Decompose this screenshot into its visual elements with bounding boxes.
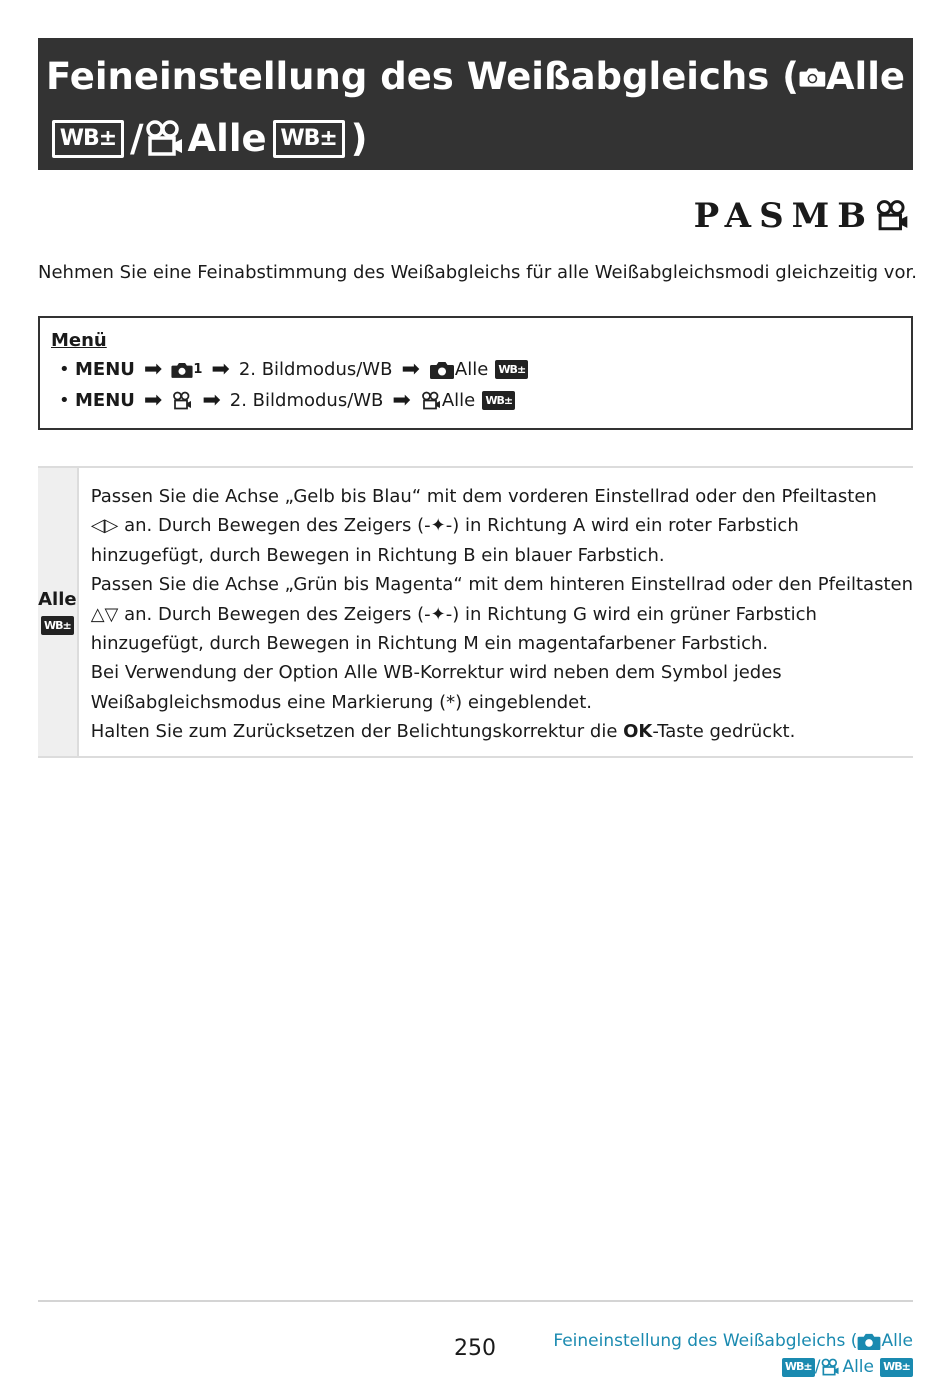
movie-camera-icon (144, 119, 184, 159)
section-link-line-2[interactable] (553, 1354, 913, 1380)
menu-key: MENU (75, 390, 135, 411)
arrow-right-icon: ➡ (401, 357, 420, 382)
section-link-alle-2[interactable]: Alle (842, 1357, 874, 1377)
page-title-close: ) (350, 117, 368, 160)
description-line: Passen Sie die Achse „Gelb bis Blau“ mit dem vorderen Einstellrad oder den Pfeiltasten (90, 486, 877, 507)
wb-compensation-icon: WB± (482, 391, 515, 410)
section-link-slash[interactable]: / (814, 1357, 821, 1377)
description-line: Weißabgleichsmodus eine Markierung (*) eingeblendet. (90, 691, 593, 713)
description-line: hinzugefügt, durch Bewegen in Richtung B ein blauer Farbstich. (90, 544, 665, 566)
ok-key: OK (623, 721, 653, 743)
menu-target-text: Alle (441, 390, 476, 411)
section-link-line-1[interactable] (553, 1328, 913, 1354)
mode-letters: PASMB (693, 196, 874, 236)
left-right-arrows-icon: ◁▷ (90, 515, 119, 537)
description-line: hinzugefügt, durch Bewegen in Richtung M ein magentafarbener Farbstich. (90, 633, 769, 655)
pointer-icon: -✦- (424, 603, 453, 625)
wb-compensation-icon: WB± (273, 120, 345, 158)
settings-table (38, 466, 913, 758)
page-title-text: Feineinstellung des Weißabgleichs ( (46, 55, 800, 98)
camera-tab-number: 1 (193, 362, 203, 377)
movie-camera-icon (420, 391, 442, 411)
menu-path-row (51, 354, 900, 385)
arrow-right-icon: ➡ (211, 357, 230, 382)
wb-compensation-icon: WB± (880, 1358, 913, 1377)
camera-icon (429, 360, 455, 380)
shooting-modes (694, 196, 910, 236)
table-label: Alle (38, 589, 77, 610)
table-description-cell (79, 468, 913, 756)
description-text: ) in Richtung G wird ein grüner Farbstich (452, 603, 817, 625)
description-line (91, 511, 913, 540)
section-link[interactable] (553, 1328, 913, 1380)
page-title-slash: / (130, 117, 144, 160)
arrow-right-icon: ➡ (392, 388, 411, 413)
wb-compensation-icon: WB± (495, 360, 528, 379)
page-title-alle-2: Alle (187, 117, 267, 160)
description-line: Bei Verwendung der Option Alle WB-Korrektur wird neben dem Symbol jedes (90, 662, 782, 684)
up-down-arrows-icon: △▽ (90, 603, 119, 625)
camera-icon (857, 1332, 881, 1351)
page-number: 250 (454, 1336, 496, 1361)
bullet: • (59, 390, 70, 411)
menu-box (38, 316, 913, 430)
description-text: Halten Sie zum Zurücksetzen der Belichtungskorrektur die (90, 721, 624, 743)
menu-path-text: 2. Bildmodus/WB (238, 359, 393, 380)
page-title-line-1 (46, 46, 905, 108)
menu-title: Menü (51, 330, 107, 351)
section-link-text[interactable]: Feineinstellung des Weißabgleichs ( (553, 1331, 858, 1351)
description-text: -Taste gedrückt. (652, 721, 796, 743)
menu-path-row (51, 385, 900, 416)
camera-1-icon (171, 361, 193, 379)
menu-key: MENU (75, 359, 135, 380)
description-line (91, 717, 913, 746)
camera-icon (799, 57, 826, 97)
wb-compensation-icon: WB± (52, 120, 124, 158)
movie-camera-icon (874, 199, 910, 233)
menu-path-text: 2. Bildmodus/WB (229, 390, 384, 411)
section-link-alle[interactable]: Alle (881, 1331, 913, 1351)
pointer-icon: -✦- (424, 515, 453, 537)
arrow-right-icon: ➡ (143, 388, 163, 413)
title-bar (38, 38, 913, 170)
movie-camera-icon (820, 1358, 840, 1377)
bullet: • (59, 359, 70, 380)
description-text: an. Durch Bewegen des Zeigers ( (118, 603, 425, 625)
wb-compensation-icon: WB± (782, 1358, 815, 1377)
description-text: an. Durch Bewegen des Zeigers ( (118, 515, 425, 537)
table-label-cell (38, 468, 79, 756)
page-title-line-2 (46, 108, 905, 170)
description-text: ) in Richtung A wird ein roter Farbstich (452, 515, 799, 537)
page-title-alle: Alle (825, 55, 905, 98)
wb-compensation-icon: WB± (41, 616, 74, 635)
arrow-right-icon: ➡ (143, 357, 163, 382)
movie-camera-icon (171, 391, 193, 411)
menu-target-text: Alle (454, 359, 489, 380)
description-line (91, 600, 913, 629)
footer-divider (38, 1300, 913, 1302)
arrow-right-icon: ➡ (202, 388, 221, 413)
intro-text: Nehmen Sie eine Feinabstimmung des Weißabgleichs für alle Weißabgleichsmodi gleichzeitig vor. (38, 262, 917, 283)
description-line: Passen Sie die Achse „Grün bis Magenta“ mit dem hinteren Einstellrad oder den Pfeiltasten (90, 574, 913, 596)
